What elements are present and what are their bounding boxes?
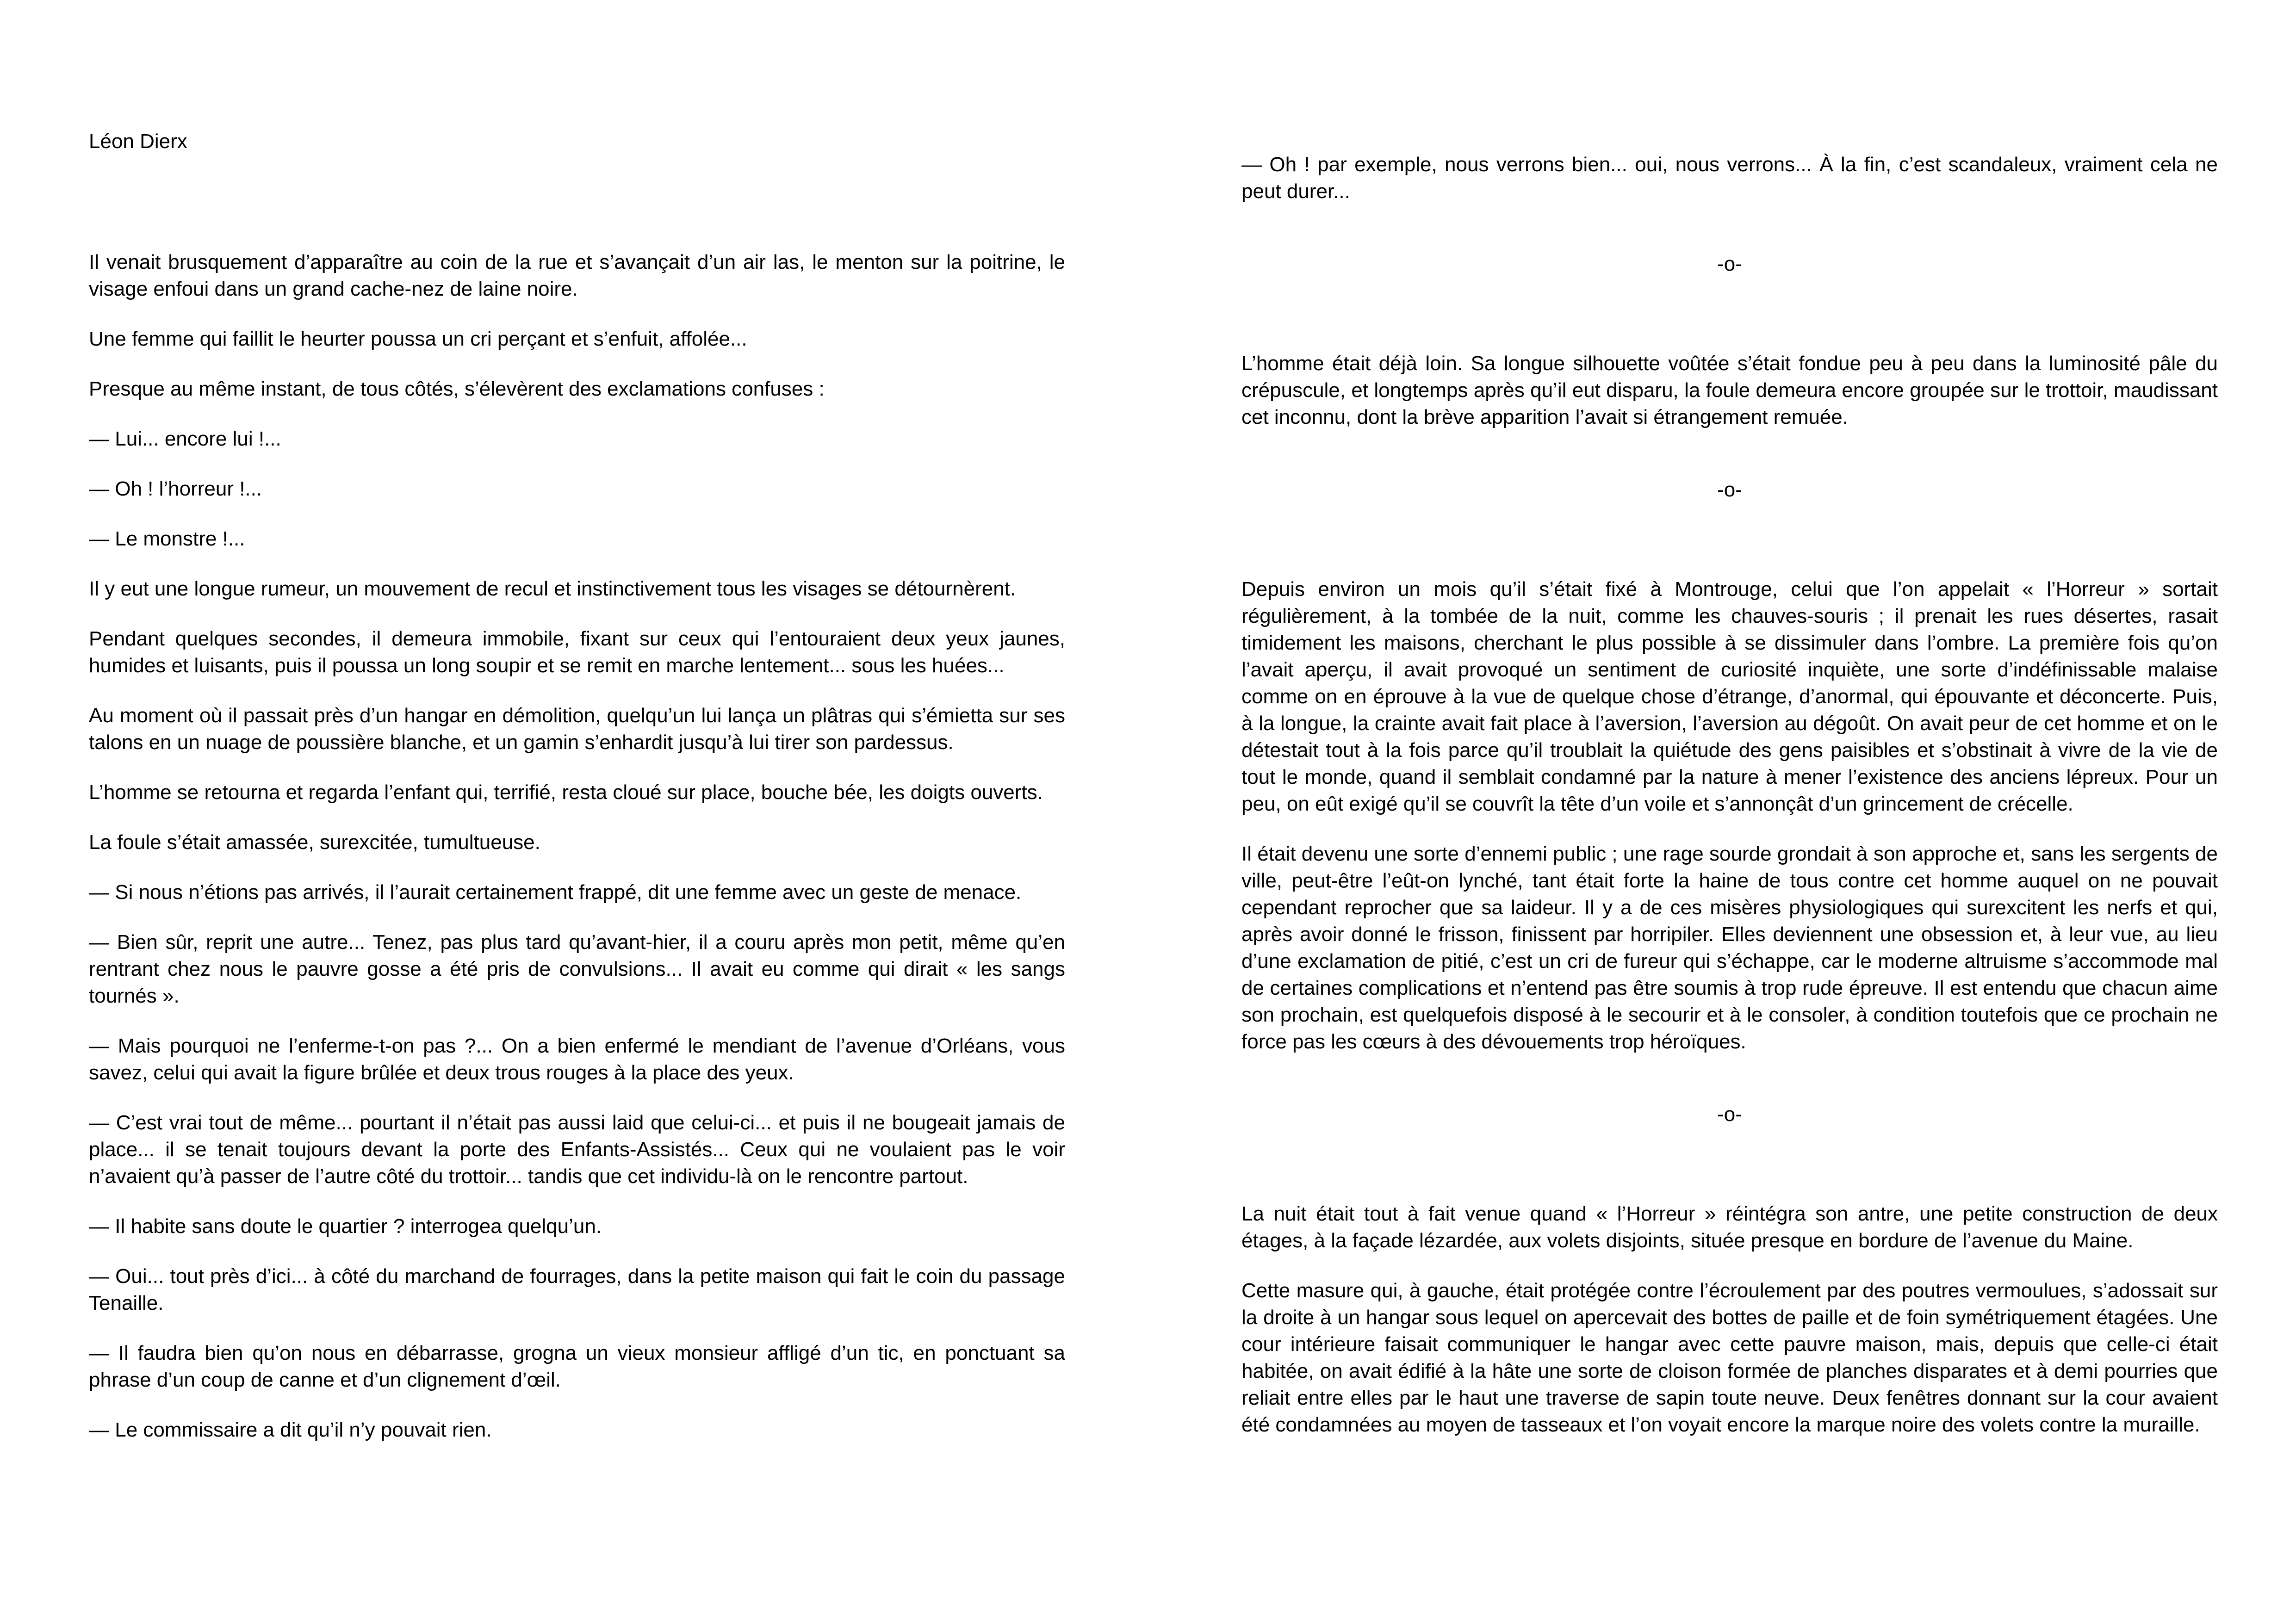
paragraph: Cette masure qui, à gauche, était protégée contre l’écroulement par des poutres vermoulues, s’adossait sur la droite à un hangar sous lequel on apercevait des bottes de paille et de foin symétriquement étagées. Une cour intérieure faisait communiquer le hangar avec cette pauvre maison, mais, depuis que celle-ci était habitée, on avait édifié à la hâte une sorte de cloison formée de planches disparates et à demi pourries que reliait entre elles par le haut une traverse de sapin toute neuve. Deux fenêtres donnant sur la cour avaient été condamnées au moyen de tasseaux et l’on voyait encore la marque noire des volets contre la muraille. bbox=[1241, 1279, 2218, 1436]
right-text-block bbox=[1241, 151, 2218, 1462]
section-separator: -o- bbox=[1717, 1103, 1742, 1126]
dialogue-line: — Oh ! par exemple, nous verrons bien... oui, nous verrons... À la fin, c’est scandaleux, vraiment cela ne peut durer... bbox=[1241, 153, 2218, 203]
section-separator: -o- bbox=[1717, 478, 1742, 501]
dialogue-line: — Bien sûr, reprit une autre... Tenez, pas plus tard qu’avant-hier, il a couru après mon petit, même qu’en rentrant chez nous le pauvre gosse a été pris de convulsions... Il avait eu comme qui dirait « les sangs tournés ». bbox=[89, 931, 1065, 1007]
dialogue-line: — Le monstre !... bbox=[89, 527, 245, 550]
dialogue-line: — Si nous n’étions pas arrivés, il l’aurait certainement frappé, dit une femme avec un geste de menace. bbox=[89, 881, 1022, 904]
dialogue-line: — Oh ! l’horreur !... bbox=[89, 477, 262, 500]
paragraph: L’homme était déjà loin. Sa longue silhouette voûtée s’était fondue peu à peu dans la luminosité pâle du crépuscule, et longtemps après qu’il eut disparu, la foule demeura encore groupée sur le trottoir, maudissant cet inconnu, dont la brève apparition l’avait si étrangement remuée. bbox=[1241, 352, 2218, 428]
paragraph: Depuis environ un mois qu’il s’était fixé à Montrouge, celui que l’on appelait « l’Horreur » sortait régulièrement, à la tombée de la nuit, comme les chauves-souris ; il prenait les rues désertes, rasait timidement les maisons, cherchant le plus possible à se dissimuler dans l’ombre. La première fois qu’on l’avait aperçu, il avait provoqué un sentiment de curiosité inquiète, une sorte d’indéfinissable malaise comme on en éprouve à la vue de quelque chose d’étrange, d’anormal, qui épouvante et déconcerte. Puis, à la longue, la crainte avait fait place à l’aversion, l’aversion au dégoût. On avait peur de cet homme et on le détestait tout à la fois parce qu’il troublait la quiétude des gens paisibles et s’obstinait à vivre de la vie de tout le monde, quand il semblait condamné par la nature à mener l’existence des anciens lépreux. Pour un peu, on eût exigé qu’il se couvrît la tête d’un voile et s’annonçât d’un grincement de crécelle. bbox=[1241, 578, 2218, 815]
paragraph: La foule s’était amassée, surexcitée, tumultueuse. bbox=[89, 831, 540, 854]
dialogue-line: — Le commissaire a dit qu’il n’y pouvait rien. bbox=[89, 1419, 492, 1441]
paragraph: Il était devenu une sorte d’ennemi public ; une rage sourde grondait à son approche et, sans les sergents de ville, peut-être l’eût-on lynché, tant était forte la haine de tous contre cet homme auquel on ne pouvait cependant reprocher que sa laideur. Il y a de ces misères physiologiques qui surexcitent les nerfs et qui, après avoir donné le frisson, finissent par horripiler. Elles deviennent une obsession et, à leur vue, au lieu d’une exclamation de pitié, c’est un cri de fureur qui s’échappe, car le moderne altruisme s’accommode mal de certaines complications et n’entend pas être soumis à trop rude épreuve. Il est entendu que chacun aime son prochain, est quelquefois disposé à le secourir et à le consoler, à condition toutefois que ce prochain ne force pas les cœurs à des dévouements trop héroïques. bbox=[1241, 842, 2218, 1053]
paragraph: L’homme se retourna et regarda l’enfant qui, terrifié, resta cloué sur place, bouche bée, les doigts ouverts. bbox=[89, 781, 1043, 804]
dialogue-line: — Lui... encore lui !... bbox=[89, 427, 281, 450]
dialogue-line: — Mais pourquoi ne l’enferme-t-on pas ?... On a bien enfermé le mendiant de l’avenue d’Orléans, vous savez, celui qui avait la figure brûlée et deux trous rouges à la place des yeux. bbox=[89, 1035, 1065, 1084]
paragraph: Au moment où il passait près d’un hangar en démolition, quelqu’un lui lança un plâtras qui s’émietta sur ses talons en un nuage de poussière blanche, et un gamin s’enhardit jusqu’à lui tirer son pardessus. bbox=[89, 704, 1065, 754]
paragraph: La nuit était tout à fait venue quand « l’Horreur » réintégra son antre, une petite construction de deux étages, à la façade lézardée, aux volets disjoints, située presque en bordure de l’avenue du Maine. bbox=[1241, 1202, 2218, 1252]
dialogue-line: — Il faudra bien qu’on nous en débarrasse, grogna un vieux monsieur affligé d’un tic, en ponctuant sa phrase d’un coup de canne et d’un clignement d’œil. bbox=[89, 1342, 1065, 1391]
section-separator: -o- bbox=[1717, 253, 1742, 275]
dialogue-line: — Oui... tout près d’ici... à côté du marchand de fourrages, dans la petite maison qui fait le coin du passage Tenaille. bbox=[89, 1265, 1065, 1314]
paragraph: Une femme qui faillit le heurter poussa un cri perçant et s’enfuit, affolée... bbox=[89, 328, 747, 350]
paragraph: Il venait brusquement d’apparaître au coin de la rue et s’avançait d’un air las, le menton sur la poitrine, le visage enfoui dans un grand cache-nez de laine noire. bbox=[89, 251, 1065, 300]
dialogue-line: — C’est vrai tout de même... pourtant il n’était pas aussi laid que celui-ci... et puis il ne bougeait jamais de place... il se tenait toujours devant la porte des Enfants-Assistés... Ceux qui ne voulaient pas le voir n’avaient qu’à passer de l’autre côté du trottoir... tandis que cet individu-là on le rencontre partout. bbox=[89, 1111, 1065, 1188]
paragraph: Pendant quelques secondes, il demeura immobile, fixant sur ceux qui l’entouraient deux yeux jaunes, humides et luisants, puis il poussa un long soupir et se remit en marche lentement... sous les huées... bbox=[89, 627, 1065, 677]
paragraph: Il y eut une longue rumeur, un mouvement de recul et instinctivement tous les visages se détournèrent. bbox=[89, 577, 1016, 600]
author-name: Léon Dierx bbox=[89, 130, 187, 153]
paragraph: Presque au même instant, de tous côtés, s’élevèrent des exclamations confuses : bbox=[89, 378, 825, 400]
dialogue-line: — Il habite sans doute le quartier ? interrogea quelqu’un. bbox=[89, 1215, 602, 1238]
left-text-block bbox=[89, 249, 1065, 1467]
